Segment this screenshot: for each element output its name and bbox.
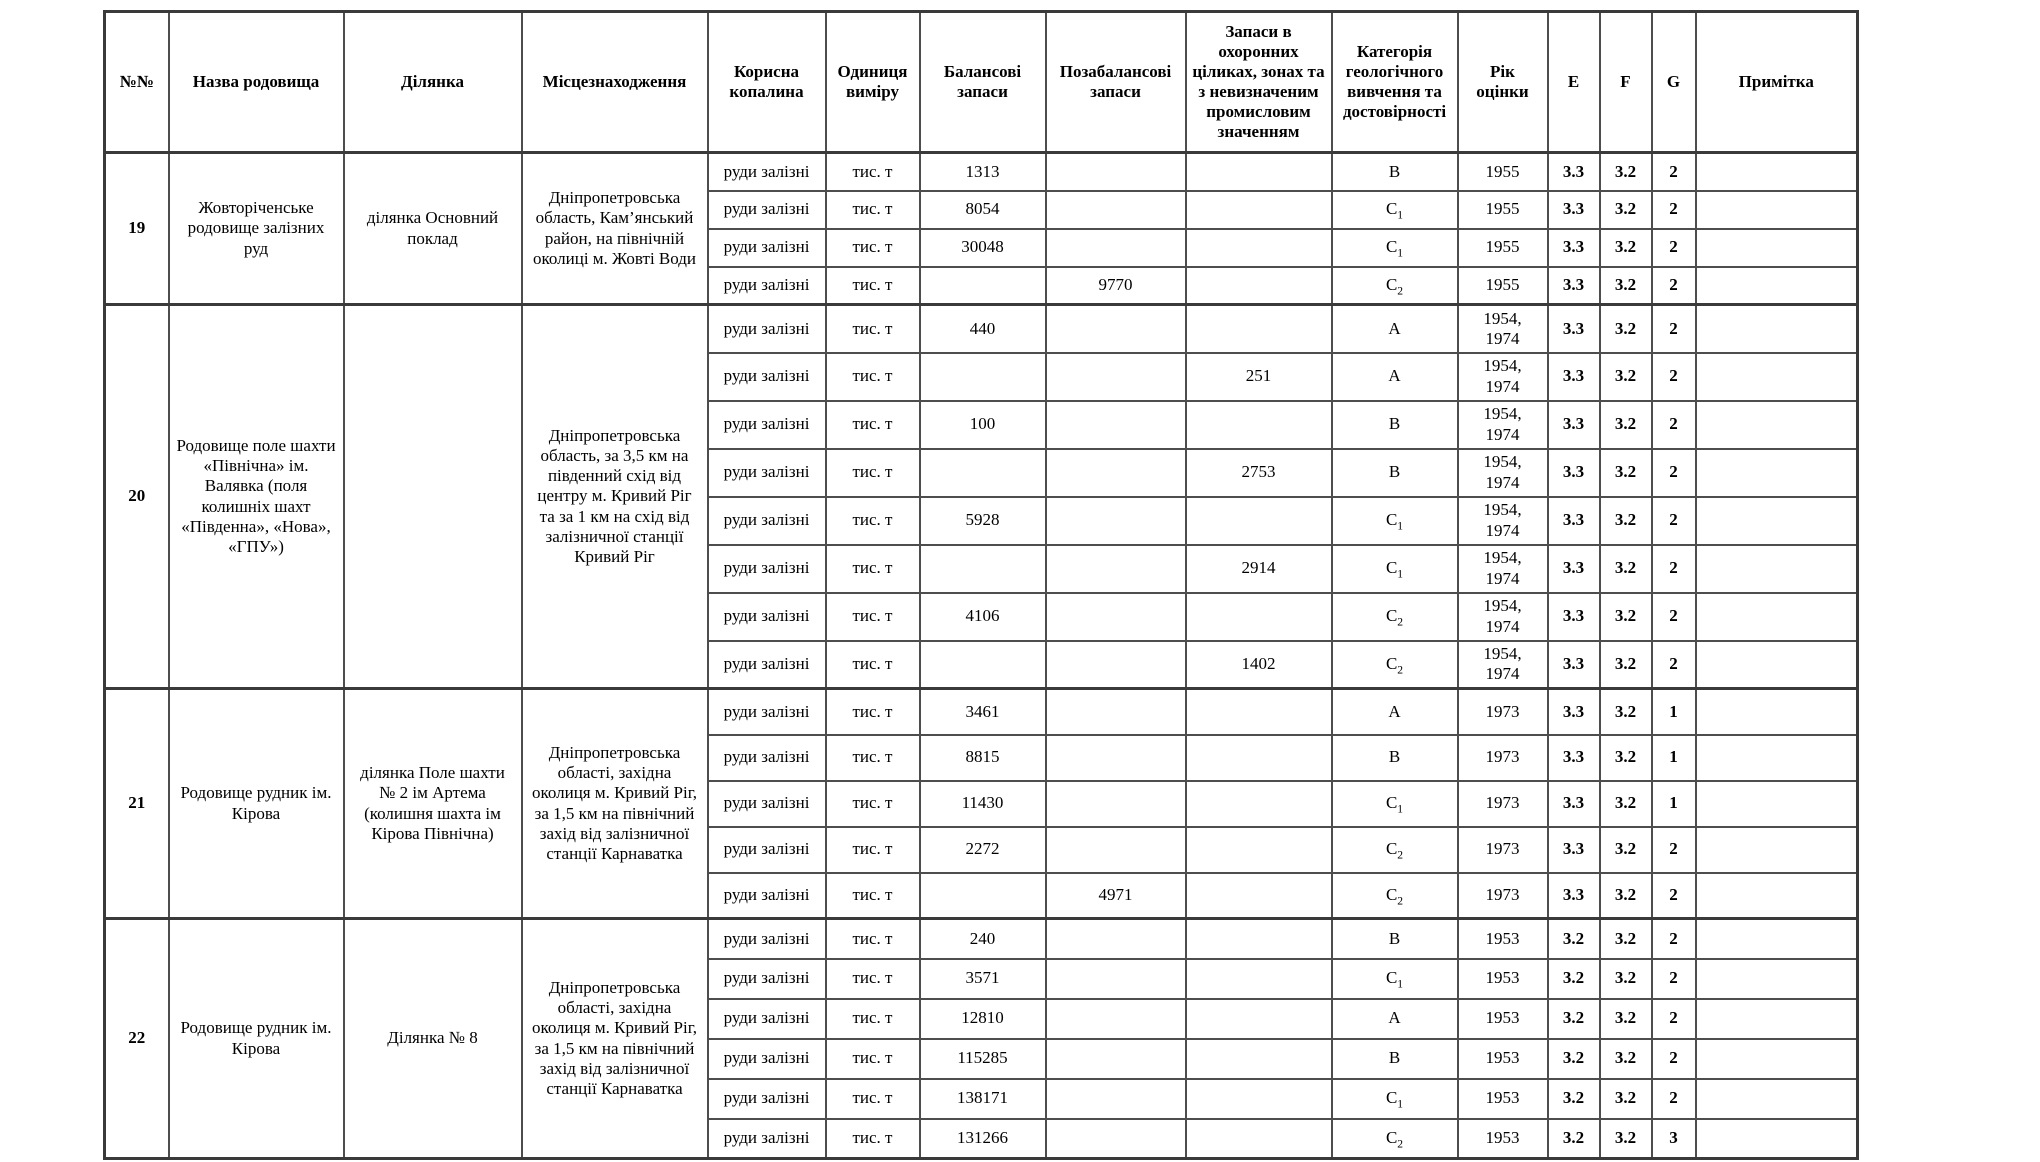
category-cell: $C_2$ — [1332, 1119, 1458, 1159]
note-cell — [1696, 153, 1858, 191]
note-cell — [1696, 959, 1858, 999]
mineral-cell: руди залізні — [708, 641, 826, 689]
protected-reserves-cell: 251 — [1186, 353, 1332, 401]
e-rating-cell: 3.3 — [1548, 305, 1600, 353]
e-rating-cell: 3.3 — [1548, 353, 1600, 401]
deposit-name-cell: Родовище рудник ім. Кірова — [169, 689, 344, 919]
offbalance-reserves-cell — [1046, 545, 1186, 593]
offbalance-reserves-cell — [1046, 305, 1186, 353]
offbalance-reserves-cell — [1046, 1079, 1186, 1119]
e-rating-cell: 3.3 — [1548, 781, 1600, 827]
note-cell — [1696, 401, 1858, 449]
g-rating-cell: 3 — [1652, 1119, 1696, 1159]
mineral-cell: руди залізні — [708, 999, 826, 1039]
balance-reserves-cell — [920, 449, 1046, 497]
mineral-cell: руди залізні — [708, 305, 826, 353]
f-rating-cell: 3.2 — [1600, 999, 1652, 1039]
offbalance-reserves-cell — [1046, 449, 1186, 497]
balance-reserves-cell: 115285 — [920, 1039, 1046, 1079]
site-cell: ділянка Поле шахти № 2 ім Артема (колишня шахта ім Кірова Північна) — [344, 689, 522, 919]
unit-cell: тис. т — [826, 1119, 920, 1159]
g-rating-cell: 2 — [1652, 191, 1696, 229]
e-rating-cell: 3.2 — [1548, 999, 1600, 1039]
e-rating-cell: 3.2 — [1548, 1079, 1600, 1119]
table-row — [105, 919, 1858, 959]
unit-cell: тис. т — [826, 191, 920, 229]
category-cell: $C_1$ — [1332, 191, 1458, 229]
balance-reserves-cell: 240 — [920, 919, 1046, 959]
assessment-year-cell: 1973 — [1458, 873, 1548, 919]
note-cell — [1696, 545, 1858, 593]
assessment-year-cell: 1955 — [1458, 153, 1548, 191]
assessment-year-cell: 1954, 1974 — [1458, 497, 1548, 545]
f-rating-cell: 3.2 — [1600, 959, 1652, 999]
f-rating-cell: 3.2 — [1600, 153, 1652, 191]
protected-reserves-cell — [1186, 959, 1332, 999]
column-header-year: Рік оцінки — [1458, 12, 1548, 153]
f-rating-cell: 3.2 — [1600, 735, 1652, 781]
location-cell: Дніпропетровська область, Кам’янський район, на північній околиці м. Жовті Води — [522, 153, 708, 305]
unit-cell: тис. т — [826, 353, 920, 401]
category-cell: $C_1$ — [1332, 545, 1458, 593]
column-header-protected: Запаси в охоронних ціликах, зонах та з невизначеним промисловим значенням — [1186, 12, 1332, 153]
g-rating-cell: 2 — [1652, 153, 1696, 191]
unit-cell: тис. т — [826, 999, 920, 1039]
category-cell: B — [1332, 153, 1458, 191]
g-rating-cell: 2 — [1652, 267, 1696, 305]
e-rating-cell: 3.3 — [1548, 497, 1600, 545]
protected-reserves-cell — [1186, 999, 1332, 1039]
column-header-offbalance: Позабалансові запаси — [1046, 12, 1186, 153]
offbalance-reserves-cell — [1046, 735, 1186, 781]
deposit-name-cell: Родовище поле шахти «Північна» ім. Валявка (поля колишніх шахт «Південна», «Нова», «ГПУ») — [169, 305, 344, 689]
category-cell: $C_1$ — [1332, 1079, 1458, 1119]
assessment-year-cell: 1955 — [1458, 229, 1548, 267]
e-rating-cell: 3.2 — [1548, 919, 1600, 959]
mineral-cell: руди залізні — [708, 229, 826, 267]
category-cell: $C_1$ — [1332, 229, 1458, 267]
category-cell: $C_1$ — [1332, 497, 1458, 545]
balance-reserves-cell: 8815 — [920, 735, 1046, 781]
mineral-cell: руди залізні — [708, 449, 826, 497]
unit-cell: тис. т — [826, 827, 920, 873]
balance-reserves-cell — [920, 353, 1046, 401]
assessment-year-cell: 1954, 1974 — [1458, 449, 1548, 497]
location-cell: Дніпропетровська області, західна околиця м. Кривий Ріг, за 1,5 км на північний захід від залізничної станції Карнаватка — [522, 919, 708, 1159]
f-rating-cell: 3.2 — [1600, 827, 1652, 873]
category-cell: B — [1332, 1039, 1458, 1079]
offbalance-reserves-cell — [1046, 191, 1186, 229]
assessment-year-cell: 1953 — [1458, 1119, 1548, 1159]
offbalance-reserves-cell — [1046, 827, 1186, 873]
f-rating-cell: 3.2 — [1600, 1079, 1652, 1119]
protected-reserves-cell — [1186, 305, 1332, 353]
row-number-cell: 20 — [105, 305, 169, 689]
f-rating-cell: 3.2 — [1600, 229, 1652, 267]
assessment-year-cell: 1973 — [1458, 781, 1548, 827]
unit-cell: тис. т — [826, 401, 920, 449]
offbalance-reserves-cell — [1046, 1039, 1186, 1079]
f-rating-cell: 3.2 — [1600, 689, 1652, 735]
protected-reserves-cell — [1186, 153, 1332, 191]
protected-reserves-cell — [1186, 1039, 1332, 1079]
deposit-name-cell: Родовище рудник ім. Кірова — [169, 919, 344, 1159]
category-cell: A — [1332, 689, 1458, 735]
offbalance-reserves-cell — [1046, 401, 1186, 449]
note-cell — [1696, 1119, 1858, 1159]
g-rating-cell: 2 — [1652, 919, 1696, 959]
note-cell — [1696, 449, 1858, 497]
balance-reserves-cell: 100 — [920, 401, 1046, 449]
protected-reserves-cell — [1186, 689, 1332, 735]
row-number-cell: 19 — [105, 153, 169, 305]
balance-reserves-cell: 138171 — [920, 1079, 1046, 1119]
column-header-balance: Балансові запаси — [920, 12, 1046, 153]
note-cell — [1696, 999, 1858, 1039]
balance-reserves-cell: 3571 — [920, 959, 1046, 999]
protected-reserves-cell — [1186, 497, 1332, 545]
category-cell: A — [1332, 305, 1458, 353]
category-cell: B — [1332, 449, 1458, 497]
mineral-cell: руди залізні — [708, 781, 826, 827]
protected-reserves-cell — [1186, 1079, 1332, 1119]
column-header-num: №№ — [105, 12, 169, 153]
g-rating-cell: 2 — [1652, 641, 1696, 689]
category-cell: $C_2$ — [1332, 593, 1458, 641]
offbalance-reserves-cell — [1046, 641, 1186, 689]
column-header-f: F — [1600, 12, 1652, 153]
note-cell — [1696, 1079, 1858, 1119]
offbalance-reserves-cell — [1046, 1119, 1186, 1159]
note-cell — [1696, 593, 1858, 641]
note-cell — [1696, 305, 1858, 353]
g-rating-cell: 2 — [1652, 873, 1696, 919]
category-cell: A — [1332, 353, 1458, 401]
f-rating-cell: 3.2 — [1600, 1119, 1652, 1159]
unit-cell: тис. т — [826, 153, 920, 191]
protected-reserves-cell — [1186, 401, 1332, 449]
unit-cell: тис. т — [826, 641, 920, 689]
g-rating-cell: 2 — [1652, 1039, 1696, 1079]
mineral-reserves-table — [103, 10, 1859, 1160]
note-cell — [1696, 267, 1858, 305]
mineral-cell: руди залізні — [708, 959, 826, 999]
e-rating-cell: 3.3 — [1548, 401, 1600, 449]
balance-reserves-cell: 440 — [920, 305, 1046, 353]
offbalance-reserves-cell — [1046, 353, 1186, 401]
e-rating-cell: 3.3 — [1548, 735, 1600, 781]
e-rating-cell: 3.3 — [1548, 449, 1600, 497]
mineral-cell: руди залізні — [708, 1119, 826, 1159]
unit-cell: тис. т — [826, 689, 920, 735]
g-rating-cell: 2 — [1652, 593, 1696, 641]
note-cell — [1696, 873, 1858, 919]
unit-cell: тис. т — [826, 497, 920, 545]
column-header-note: Примітка — [1696, 12, 1858, 153]
offbalance-reserves-cell — [1046, 689, 1186, 735]
note-cell — [1696, 1039, 1858, 1079]
offbalance-reserves-cell — [1046, 959, 1186, 999]
e-rating-cell: 3.3 — [1548, 191, 1600, 229]
column-header-unit: Одиниця виміру — [826, 12, 920, 153]
balance-reserves-cell — [920, 267, 1046, 305]
protected-reserves-cell — [1186, 593, 1332, 641]
g-rating-cell: 2 — [1652, 353, 1696, 401]
assessment-year-cell: 1953 — [1458, 919, 1548, 959]
unit-cell: тис. т — [826, 1039, 920, 1079]
g-rating-cell: 1 — [1652, 781, 1696, 827]
protected-reserves-cell — [1186, 781, 1332, 827]
balance-reserves-cell: 30048 — [920, 229, 1046, 267]
e-rating-cell: 3.3 — [1548, 229, 1600, 267]
e-rating-cell: 3.3 — [1548, 153, 1600, 191]
unit-cell: тис. т — [826, 959, 920, 999]
balance-reserves-cell: 131266 — [920, 1119, 1046, 1159]
balance-reserves-cell: 1313 — [920, 153, 1046, 191]
g-rating-cell: 2 — [1652, 449, 1696, 497]
table-body — [105, 153, 1858, 1159]
mineral-cell: руди залізні — [708, 593, 826, 641]
balance-reserves-cell — [920, 545, 1046, 593]
mineral-cell: руди залізні — [708, 401, 826, 449]
f-rating-cell: 3.2 — [1600, 497, 1652, 545]
assessment-year-cell: 1953 — [1458, 999, 1548, 1039]
assessment-year-cell: 1954, 1974 — [1458, 353, 1548, 401]
site-cell: Ділянка № 8 — [344, 919, 522, 1159]
note-cell — [1696, 781, 1858, 827]
balance-reserves-cell: 2272 — [920, 827, 1046, 873]
protected-reserves-cell — [1186, 1119, 1332, 1159]
mineral-cell: руди залізні — [708, 735, 826, 781]
row-number-cell: 22 — [105, 919, 169, 1159]
unit-cell: тис. т — [826, 305, 920, 353]
offbalance-reserves-cell — [1046, 919, 1186, 959]
e-rating-cell: 3.2 — [1548, 1039, 1600, 1079]
category-cell: $C_2$ — [1332, 827, 1458, 873]
unit-cell: тис. т — [826, 449, 920, 497]
mineral-cell: руди залізні — [708, 353, 826, 401]
e-rating-cell: 3.2 — [1548, 1119, 1600, 1159]
balance-reserves-cell: 5928 — [920, 497, 1046, 545]
site-cell: ділянка Основний поклад — [344, 153, 522, 305]
category-cell: B — [1332, 919, 1458, 959]
protected-reserves-cell: 2753 — [1186, 449, 1332, 497]
table-row — [105, 153, 1858, 191]
assessment-year-cell: 1955 — [1458, 267, 1548, 305]
f-rating-cell: 3.2 — [1600, 919, 1652, 959]
balance-reserves-cell: 8054 — [920, 191, 1046, 229]
mineral-cell: руди залізні — [708, 191, 826, 229]
f-rating-cell: 3.2 — [1600, 545, 1652, 593]
assessment-year-cell: 1953 — [1458, 959, 1548, 999]
f-rating-cell: 3.2 — [1600, 353, 1652, 401]
protected-reserves-cell — [1186, 229, 1332, 267]
assessment-year-cell: 1954, 1974 — [1458, 305, 1548, 353]
location-cell: Дніпропетровська область, за 3,5 км на південний схід від центру м. Кривий Ріг та за 1 км на схід від залізничної станції Кривий Ріг — [522, 305, 708, 689]
note-cell — [1696, 353, 1858, 401]
f-rating-cell: 3.2 — [1600, 449, 1652, 497]
column-header-e: E — [1548, 12, 1600, 153]
mineral-cell: руди залізні — [708, 153, 826, 191]
mineral-cell: руди залізні — [708, 545, 826, 593]
offbalance-reserves-cell — [1046, 153, 1186, 191]
offbalance-reserves-cell — [1046, 593, 1186, 641]
g-rating-cell: 2 — [1652, 545, 1696, 593]
balance-reserves-cell: 11430 — [920, 781, 1046, 827]
protected-reserves-cell: 1402 — [1186, 641, 1332, 689]
column-header-name: Назва родовища — [169, 12, 344, 153]
protected-reserves-cell — [1186, 735, 1332, 781]
category-cell: $C_2$ — [1332, 641, 1458, 689]
e-rating-cell: 3.3 — [1548, 545, 1600, 593]
mineral-cell: руди залізні — [708, 827, 826, 873]
column-header-location: Місцезнаходження — [522, 12, 708, 153]
row-number-cell: 21 — [105, 689, 169, 919]
assessment-year-cell: 1953 — [1458, 1039, 1548, 1079]
category-cell: $C_1$ — [1332, 781, 1458, 827]
note-cell — [1696, 191, 1858, 229]
assessment-year-cell: 1954, 1974 — [1458, 401, 1548, 449]
g-rating-cell: 1 — [1652, 735, 1696, 781]
deposit-name-cell: Жовторіченське родовище залізних руд — [169, 153, 344, 305]
g-rating-cell: 1 — [1652, 689, 1696, 735]
unit-cell: тис. т — [826, 229, 920, 267]
protected-reserves-cell — [1186, 919, 1332, 959]
site-cell — [344, 305, 522, 689]
offbalance-reserves-cell: 4971 — [1046, 873, 1186, 919]
unit-cell: тис. т — [826, 545, 920, 593]
note-cell — [1696, 919, 1858, 959]
offbalance-reserves-cell — [1046, 497, 1186, 545]
table-row — [105, 305, 1858, 353]
f-rating-cell: 3.2 — [1600, 401, 1652, 449]
mineral-cell: руди залізні — [708, 267, 826, 305]
mineral-cell: руди залізні — [708, 919, 826, 959]
g-rating-cell: 2 — [1652, 401, 1696, 449]
balance-reserves-cell: 4106 — [920, 593, 1046, 641]
category-cell: $C_2$ — [1332, 873, 1458, 919]
unit-cell: тис. т — [826, 267, 920, 305]
assessment-year-cell: 1973 — [1458, 735, 1548, 781]
header-row — [105, 12, 1858, 153]
column-header-category: Категорія геологічного вивчення та достовірності — [1332, 12, 1458, 153]
offbalance-reserves-cell — [1046, 999, 1186, 1039]
offbalance-reserves-cell — [1046, 781, 1186, 827]
protected-reserves-cell — [1186, 827, 1332, 873]
protected-reserves-cell — [1186, 873, 1332, 919]
g-rating-cell: 2 — [1652, 1079, 1696, 1119]
unit-cell: тис. т — [826, 781, 920, 827]
f-rating-cell: 3.2 — [1600, 305, 1652, 353]
location-cell: Дніпропетровська області, західна околиця м. Кривий Ріг, за 1,5 км на північний захід від залізничної станції Карнаватка — [522, 689, 708, 919]
balance-reserves-cell — [920, 873, 1046, 919]
mineral-cell: руди залізні — [708, 689, 826, 735]
column-header-g: G — [1652, 12, 1696, 153]
column-header-site: Ділянка — [344, 12, 522, 153]
offbalance-reserves-cell: 9770 — [1046, 267, 1186, 305]
f-rating-cell: 3.2 — [1600, 191, 1652, 229]
unit-cell: тис. т — [826, 735, 920, 781]
mineral-cell: руди залізні — [708, 873, 826, 919]
protected-reserves-cell: 2914 — [1186, 545, 1332, 593]
balance-reserves-cell: 3461 — [920, 689, 1046, 735]
assessment-year-cell: 1973 — [1458, 689, 1548, 735]
offbalance-reserves-cell — [1046, 229, 1186, 267]
assessment-year-cell: 1955 — [1458, 191, 1548, 229]
f-rating-cell: 3.2 — [1600, 267, 1652, 305]
table-row — [105, 689, 1858, 735]
protected-reserves-cell — [1186, 267, 1332, 305]
e-rating-cell: 3.3 — [1548, 689, 1600, 735]
category-cell: $C_1$ — [1332, 959, 1458, 999]
unit-cell: тис. т — [826, 593, 920, 641]
unit-cell: тис. т — [826, 919, 920, 959]
category-cell: B — [1332, 735, 1458, 781]
f-rating-cell: 3.2 — [1600, 1039, 1652, 1079]
e-rating-cell: 3.3 — [1548, 593, 1600, 641]
e-rating-cell: 3.3 — [1548, 267, 1600, 305]
g-rating-cell: 2 — [1652, 229, 1696, 267]
mineral-cell: руди залізні — [708, 497, 826, 545]
g-rating-cell: 2 — [1652, 999, 1696, 1039]
column-header-mineral: Корисна копалина — [708, 12, 826, 153]
unit-cell: тис. т — [826, 873, 920, 919]
category-cell: A — [1332, 999, 1458, 1039]
g-rating-cell: 2 — [1652, 305, 1696, 353]
g-rating-cell: 2 — [1652, 959, 1696, 999]
assessment-year-cell: 1954, 1974 — [1458, 641, 1548, 689]
note-cell — [1696, 229, 1858, 267]
note-cell — [1696, 497, 1858, 545]
e-rating-cell: 3.2 — [1548, 959, 1600, 999]
e-rating-cell: 3.3 — [1548, 827, 1600, 873]
f-rating-cell: 3.2 — [1600, 593, 1652, 641]
e-rating-cell: 3.3 — [1548, 641, 1600, 689]
assessment-year-cell: 1973 — [1458, 827, 1548, 873]
balance-reserves-cell: 12810 — [920, 999, 1046, 1039]
protected-reserves-cell — [1186, 191, 1332, 229]
f-rating-cell: 3.2 — [1600, 641, 1652, 689]
category-cell: $C_2$ — [1332, 267, 1458, 305]
note-cell — [1696, 735, 1858, 781]
assessment-year-cell: 1954, 1974 — [1458, 545, 1548, 593]
note-cell — [1696, 827, 1858, 873]
f-rating-cell: 3.2 — [1600, 873, 1652, 919]
table-header — [105, 12, 1858, 153]
category-cell: B — [1332, 401, 1458, 449]
g-rating-cell: 2 — [1652, 827, 1696, 873]
balance-reserves-cell — [920, 641, 1046, 689]
assessment-year-cell: 1954, 1974 — [1458, 593, 1548, 641]
note-cell — [1696, 641, 1858, 689]
e-rating-cell: 3.3 — [1548, 873, 1600, 919]
mineral-cell: руди залізні — [708, 1079, 826, 1119]
assessment-year-cell: 1953 — [1458, 1079, 1548, 1119]
unit-cell: тис. т — [826, 1079, 920, 1119]
mineral-cell: руди залізні — [708, 1039, 826, 1079]
f-rating-cell: 3.2 — [1600, 781, 1652, 827]
note-cell — [1696, 689, 1858, 735]
g-rating-cell: 2 — [1652, 497, 1696, 545]
